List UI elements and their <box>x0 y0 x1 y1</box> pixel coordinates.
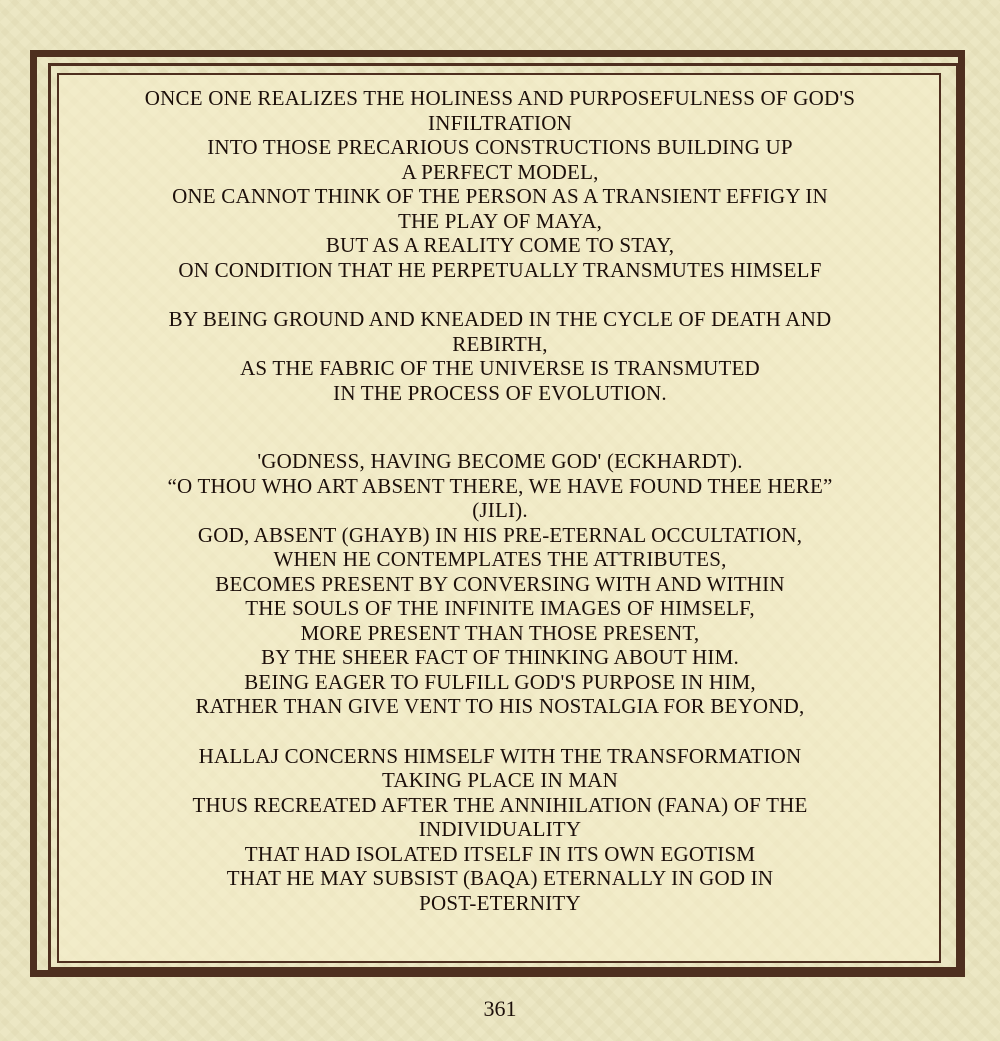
poem-line: GOD, ABSENT (GHAYB) IN HIS PRE-ETERNAL OCCULTATION, <box>197 522 803 547</box>
stanza-gap <box>70 282 930 307</box>
poem-line: INFILTRATION <box>428 110 572 135</box>
poem-line: THE SOULS OF THE INFINITE IMAGES OF HIMSELF, <box>245 596 755 620</box>
poem-line: REBIRTH, <box>452 331 548 356</box>
stanza-gap <box>70 405 930 449</box>
poem-line: ON CONDITION THAT HE PERPETUALLY TRANSMUTES HIMSELF <box>178 257 822 282</box>
poem-line: A PERFECT MODEL, <box>401 159 599 184</box>
poem-line: BECOMES PRESENT BY CONVERSING WITH AND WITHIN <box>215 571 785 596</box>
stanza-gap <box>70 719 930 744</box>
poem-line: ONCE ONE REALIZES THE HOLINESS AND PURPOSEFULNESS OF GOD'S <box>144 86 856 110</box>
poem-line: INDIVIDUALITY <box>418 817 582 841</box>
poem-line: BEING EAGER TO FULFILL GOD'S PURPOSE IN HIM, <box>244 669 756 694</box>
poem-line: ONE CANNOT THINK OF THE PERSON AS A TRANSIENT EFFIGY IN <box>172 184 828 208</box>
poem-line: THUS RECREATED AFTER THE ANNIHILATION (FANA) OF THE <box>192 792 808 817</box>
poem-line: MORE PRESENT THAN THOSE PRESENT, <box>300 620 700 645</box>
poem-line: THE PLAY OF MAYA, <box>397 208 603 233</box>
poem-line: POST-ETERNITY <box>419 890 581 915</box>
poem-line: WHEN HE CONTEMPLATES THE ATTRIBUTES, <box>273 547 727 571</box>
poem-text-block <box>70 86 930 915</box>
poem-line: 'GODNESS, HAVING BECOME GOD' (ECKHARDT). <box>257 449 743 473</box>
poem-line: THAT HAD ISOLATED ITSELF IN ITS OWN EGOTISM <box>244 841 756 866</box>
poem-line: IN THE PROCESS OF EVOLUTION. <box>333 380 667 405</box>
poem-line: BY THE SHEER FACT OF THINKING ABOUT HIM. <box>261 645 739 669</box>
poem-line: BUT AS A REALITY COME TO STAY, <box>325 233 675 257</box>
poem-line: “O THOU WHO ART ABSENT THERE, WE HAVE FOUND THEE HERE” <box>167 473 833 498</box>
page-number: 361 <box>483 996 517 1021</box>
poem-line: THAT HE MAY SUBSIST (BAQA) ETERNALLY IN GOD IN <box>226 866 774 890</box>
poem-line: INTO THOSE PRECARIOUS CONSTRUCTIONS BUILDING UP <box>207 135 793 159</box>
poem-line: BY BEING GROUND AND KNEADED IN THE CYCLE OF DEATH AND <box>168 307 832 331</box>
poem-line: (JILI). <box>472 498 528 522</box>
poem-line: TAKING PLACE IN MAN <box>381 768 619 792</box>
poem-line: HALLAJ CONCERNS HIMSELF WITH THE TRANSFORMATION <box>198 743 802 768</box>
poem-line: RATHER THAN GIVE VENT TO HIS NOSTALGIA FOR BEYOND, <box>195 694 805 718</box>
poem-line: AS THE FABRIC OF THE UNIVERSE IS TRANSMUTED <box>240 356 760 380</box>
